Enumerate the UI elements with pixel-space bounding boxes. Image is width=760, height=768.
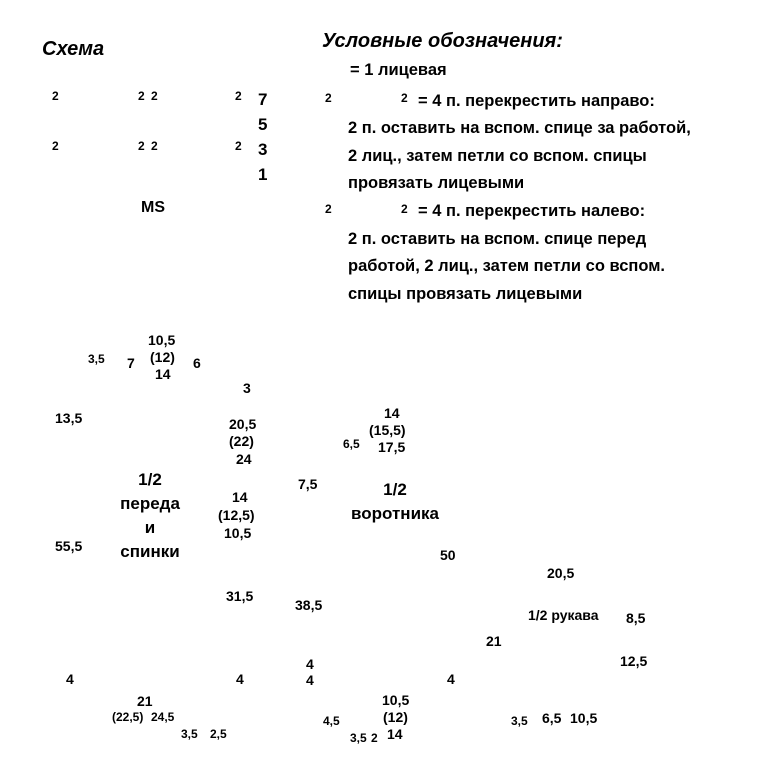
scheme-title: Схема [42, 38, 105, 60]
dim-collar-right-50: 50 [440, 547, 456, 563]
legend-cross-left-symbol [320, 201, 412, 221]
stitch-chart [48, 88, 248, 208]
legend-cross-right-line2: 2 п. оставить на вспом. спице за работой, [348, 119, 691, 137]
legend-mark: 2 [401, 91, 408, 105]
dim-sleeve-bottom-10-5: 10,5 [570, 710, 598, 726]
legend-cross-right-line3: 2 лиц., затем петли со вспом. спицы [348, 147, 647, 165]
dim-top-12: (12) [150, 349, 175, 365]
dim-left-13-5: 13,5 [55, 410, 83, 426]
dim-top-6: 6 [193, 355, 201, 371]
row-number-1: 1 [258, 165, 268, 184]
legend-mark: 2 [325, 202, 332, 216]
cell-mark: 2 [138, 139, 145, 153]
legend-cross-left-line3: работой, 2 лиц., затем петли со вспом. [348, 257, 666, 275]
legend-cross-right-line1: = 4 п. перекрестить направо: [418, 92, 655, 110]
dim-bottom-24-5: 24,5 [151, 710, 175, 724]
dim-collar-bottom-3-5: 3,5 [350, 731, 367, 745]
dim-collar-bottom-14: 14 [387, 726, 403, 742]
dim-top-3-5: 3,5 [88, 352, 105, 366]
dim-right-14: 14 [232, 489, 248, 505]
dim-sleeve-right-12-5: 12,5 [620, 653, 648, 669]
dim-collar-left-38-5: 38,5 [295, 597, 323, 613]
scheme-footer-ms: MS [137, 199, 169, 217]
cell-mark: 2 [235, 89, 242, 103]
legend-cross-right-line4: провязать лицевыми [348, 174, 525, 192]
row-number-3: 3 [258, 140, 268, 159]
legend-cross-right-symbol [320, 90, 412, 110]
dim-right-31-5: 31,5 [226, 588, 254, 604]
legend-title: Условные обозначения: [322, 30, 563, 52]
dim-right-3: 3 [243, 380, 251, 396]
dim-right-24: 24 [236, 451, 252, 467]
dim-right-10-5: 10,5 [224, 525, 252, 541]
dim-collar-bottom-4-5: 4,5 [323, 714, 340, 728]
dim-collar-bottom-2: 2 [371, 731, 378, 745]
legend-cross-left-line4: спицы провязать лицевыми [348, 285, 583, 303]
dim-bottom-22-5: (22,5) [112, 710, 144, 724]
sleeve-dimension-lines [485, 562, 650, 725]
dim-sleeve-top-20-5: 20,5 [547, 565, 575, 581]
legend-cross-left-line2: 2 п. оставить на вспом. спице перед [348, 230, 647, 248]
dim-collar-right-4: 4 [447, 671, 455, 687]
legend-cross-left-line1: = 4 п. перекрестить налево: [418, 202, 646, 220]
dim-bottom-2-5: 2,5 [210, 727, 227, 741]
dim-top-14: 14 [155, 366, 171, 382]
dim-bottom-21: 21 [137, 693, 153, 709]
cable-cross-row-3 [50, 137, 246, 162]
dim-top-10-5: 10,5 [148, 332, 176, 348]
row-number-7: 7 [258, 90, 268, 109]
dim-collar-left-4a: 4 [306, 656, 314, 672]
cell-mark: 2 [151, 89, 158, 103]
dim-right-20-5: 20,5 [229, 416, 257, 432]
dim-sleeve-bottom-6-5: 6,5 [542, 710, 562, 726]
dim-sleeve-right-8-5: 8,5 [626, 610, 646, 626]
cell-mark: 2 [235, 139, 242, 153]
legend-mark: 2 [401, 202, 408, 216]
collar-label: 1/2 воротника [351, 480, 439, 523]
dim-collar-top-17-5: 17,5 [378, 439, 406, 455]
dim-left-55-5: 55,5 [55, 538, 83, 554]
cell-mark: 2 [52, 89, 59, 103]
dim-collar-bottom-12: (12) [383, 709, 408, 725]
dim-collar-bottom-10-5: 10,5 [382, 692, 410, 708]
cell-mark: 2 [138, 89, 145, 103]
dim-bottom-3-5: 3,5 [181, 727, 198, 741]
dim-collar-top-6-5: 6,5 [343, 437, 360, 451]
legend-knit-symbol [322, 62, 342, 80]
dim-right-4: 4 [236, 671, 244, 687]
dim-left-4: 4 [66, 671, 74, 687]
dim-collar-left-4b: 4 [306, 672, 314, 688]
dim-right-12-5: (12,5) [218, 507, 255, 523]
dim-collar-top-15-5: (15,5) [369, 422, 406, 438]
cell-mark: 2 [52, 139, 59, 153]
sleeve-label: 1/2 рукава [528, 607, 599, 623]
legend-knit-label: = 1 лицевая [350, 61, 447, 79]
legend-mark: 2 [325, 91, 332, 105]
dim-sleeve-left-21: 21 [486, 633, 502, 649]
row-number-5: 5 [258, 115, 268, 134]
cable-cross-row-7 [50, 88, 246, 113]
dim-collar-top-14: 14 [384, 405, 400, 421]
dim-top-7: 7 [127, 355, 135, 371]
body-label: 1/2 переда и спинки [120, 470, 180, 561]
dim-sleeve-bottom-3-5: 3,5 [511, 714, 528, 728]
dim-collar-left-7-5: 7,5 [298, 476, 318, 492]
dim-right-22: (22) [229, 433, 254, 449]
cell-mark: 2 [151, 139, 158, 153]
